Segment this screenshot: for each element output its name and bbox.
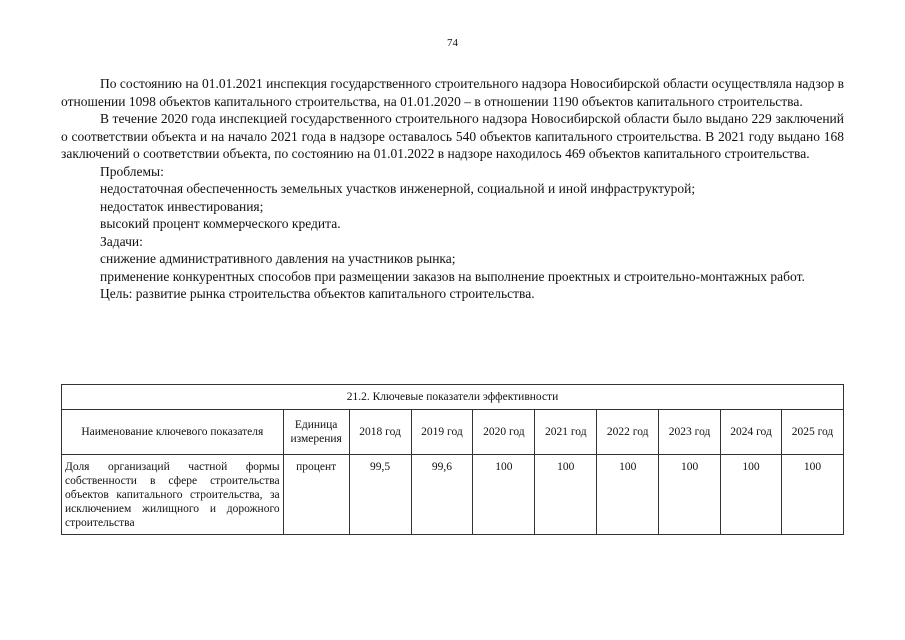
- header-year: 2020 год: [473, 410, 535, 455]
- header-year: 2018 год: [349, 410, 411, 455]
- problem-item: недостаточная обеспеченность земельных участков инженерной, социальной и иной инфраструктурой;: [100, 181, 696, 196]
- indicator-value: 100: [781, 455, 843, 535]
- indicator-value: 99,6: [411, 455, 473, 535]
- tasks-heading: Задачи:: [100, 233, 143, 249]
- header-year: 2022 год: [597, 410, 659, 455]
- paragraph-conclusions-2020-2021: В течение 2020 года инспекцией государственного строительного надзора Новосибирской области было выдано 229 заключений о соответствии объекта и на начало 2021 года в надзоре оставалось 540 объектов капитального строительства. В 2021 году выдано 168 заключений о соответствии объекта, по состоянию на 01.01.2022 в надзоре находилось 469 объектов капитального строительства.: [61, 111, 844, 161]
- indicator-unit: процент: [283, 455, 349, 535]
- problems-heading: Проблемы:: [100, 163, 164, 179]
- document-body: [61, 75, 844, 303]
- table-row: [62, 455, 844, 535]
- indicator-value: 100: [597, 455, 659, 535]
- kpi-table: [61, 384, 844, 535]
- header-year: 2019 год: [411, 410, 473, 455]
- problem-item: высокий процент коммерческого кредита.: [100, 216, 341, 231]
- task-item: применение конкурентных способов при размещении заказов на выполнение проектных и строительно-монтажных работ.: [100, 268, 805, 284]
- indicator-value: 100: [659, 455, 721, 535]
- header-year: 2024 год: [721, 410, 782, 455]
- indicator-value: 100: [473, 455, 535, 535]
- header-year: 2023 год: [659, 410, 721, 455]
- indicator-value: 100: [721, 455, 782, 535]
- indicator-value: 99,5: [349, 455, 411, 535]
- table-title: 21.2. Ключевые показатели эффективности: [62, 385, 844, 410]
- table-title-row: [62, 385, 844, 410]
- page-number: 74: [447, 37, 458, 49]
- header-indicator-name: Наименование ключевого показателя: [62, 410, 284, 455]
- header-year: 2021 год: [535, 410, 597, 455]
- goal-statement: Цель: развитие рынка строительства объектов капитального строительства.: [100, 286, 535, 301]
- header-year: 2025 год: [781, 410, 843, 455]
- indicator-value: 100: [535, 455, 597, 535]
- table-header-row: [62, 410, 844, 455]
- problem-item: недостаток инвестирования;: [100, 198, 264, 214]
- paragraph-supervision-2021: По состоянию на 01.01.2021 инспекция государственного строительного надзора Новосибирской области осуществляла надзор в отношении 1098 объектов капитального строительства, на 01.01.2020 – в отношении 1190 объектов капитального строительства.: [61, 76, 844, 109]
- task-item: снижение административного давления на участников рынка;: [100, 251, 456, 266]
- indicator-name: Доля организаций частной формы собственности в сфере строительства объектов капитального строительства, за исключением жилищного и дорожного строительства: [62, 455, 284, 535]
- header-unit: Единица измерения: [283, 410, 349, 455]
